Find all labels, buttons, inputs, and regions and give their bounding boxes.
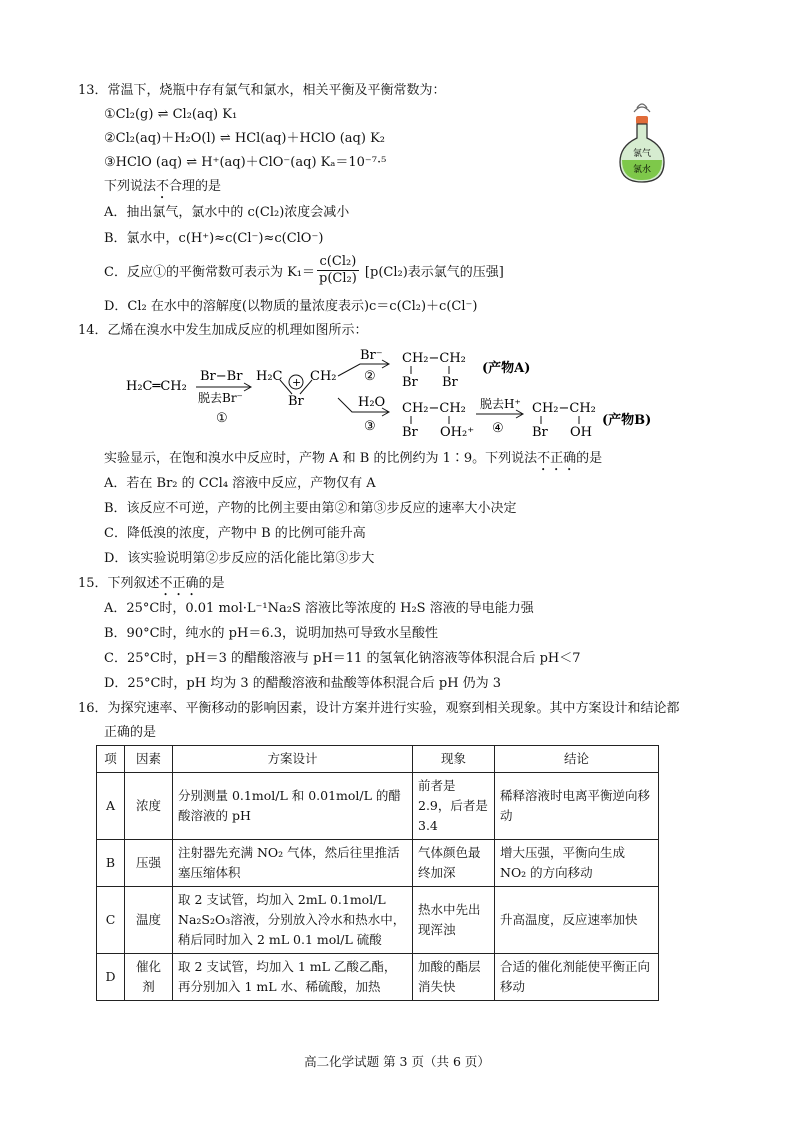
fraction: $\frac{\text{c(Cl₂)}}{\text{p(Cl₂)}}$: [319, 254, 357, 286]
reagent-br-minus: Br⁻: [360, 348, 383, 363]
svg-text:OH₂⁺: OH₂⁺: [440, 425, 475, 440]
cation-right: CH₂: [310, 369, 337, 384]
row-conclusion: 增大压强，平衡向生成 NO₂ 的方向移动: [495, 840, 659, 887]
q15-option-a: A．25°C时，0.01 mol·L⁻¹Na₂S 溶液比等浓度的 H₂S 溶液的导电能力强: [104, 601, 534, 616]
row-item: A: [97, 773, 125, 840]
flask-label-gas: 氯气: [632, 149, 652, 159]
row-phenomenon: 加酸的酯层消失快: [413, 954, 495, 1001]
product-b-chain: CH₂−CH₂: [532, 401, 596, 416]
q14-option-c: C．降低溴的浓度，产物中 B 的比例可能升高: [104, 526, 366, 541]
q16-stem-line1: 16．为探究速率、平衡移动的影响因素，设计方案并进行实验，观察到相关现象。其中方案设计和结论都: [78, 701, 680, 716]
header-item: 项: [97, 746, 125, 773]
q13-equation-1: ①Cl₂(g) ⇌ Cl₂(aq) K₁: [104, 107, 238, 122]
svg-text:Br: Br: [402, 425, 418, 440]
ethene: H₂C═CH₂: [126, 379, 187, 394]
intermediate-chain: CH₂−CH₂: [402, 401, 466, 416]
row-design: 取 2 支试管，均加入 1 mL 乙酸乙酯，再分别加入 1 mL 水、稀硫酸，加热: [173, 954, 413, 1001]
product-a-label: (产物A): [482, 361, 531, 376]
q13-option-a: A．抽出氯气，氯水中的 c(Cl₂)浓度会减小: [104, 205, 350, 220]
row-conclusion: 升高温度，反应速率加快: [495, 887, 659, 954]
flask-vapor-icon: [634, 107, 650, 112]
condition-4: 脱去H⁺: [480, 397, 521, 411]
svg-text:OH: OH: [570, 425, 592, 440]
row-factor: 催化剂: [125, 954, 173, 1001]
q15-option-c: C．25°C时，pH＝3 的醋酸溶液与 pH＝11 的氢氧化钠溶液等体积混合后 pH＜7: [104, 651, 581, 666]
bridging-br: Br: [288, 394, 304, 409]
table-row: [97, 840, 659, 887]
step-1: ①: [216, 411, 228, 426]
step-2: ②: [364, 369, 376, 384]
emphasis-mark: 不: [156, 179, 170, 194]
row-phenomenon: 前者是 2.9，后者是 3.4: [413, 773, 495, 840]
cation-left: H₂C: [256, 369, 283, 384]
reaction-mechanism-diagram: [120, 342, 690, 446]
product-a-chain: CH₂−CH₂: [402, 351, 466, 366]
q13-equation-3: ③HClO (aq) ⇌ H⁺(aq)＋ClO⁻(aq) Kₐ＝10⁻⁷·⁵: [104, 155, 387, 170]
row-design: 分别测量 0.1mol/L 和 0.01mol/L 的醋酸溶液的 pH: [173, 773, 413, 840]
table-row: [97, 773, 659, 840]
q13-option-c: C．反应①的平衡常数可表示为 K₁＝ $\frac{\text{c(Cl₂)}}{\text{p(Cl₂)}}$ [p(Cl₂)表示氯气的压强]: [104, 254, 504, 286]
condition-1: 脱去Br⁻: [198, 391, 243, 405]
row-phenomenon: 热水中先出现浑浊: [413, 887, 495, 954]
row-factor: 温度: [125, 887, 173, 954]
flask-stopper: [636, 116, 648, 124]
table-row: [97, 887, 659, 954]
row-item: C: [97, 887, 125, 954]
product-b-label: (产物B): [602, 413, 652, 428]
svg-text:Br: Br: [442, 375, 458, 390]
svg-text:Br: Br: [402, 375, 418, 390]
row-item: D: [97, 954, 125, 1001]
table-header-row: [97, 746, 659, 773]
header-factor: 因素: [125, 746, 173, 773]
q15-option-d: D．25°C时，pH 均为 3 的醋酸溶液和盐酸等体积混合后 pH 仍为 3: [104, 676, 502, 691]
flask-label-water: 氯水: [632, 165, 652, 175]
svg-text:+: +: [292, 376, 302, 389]
row-conclusion: 合适的催化剂能使平衡正向移动: [495, 954, 659, 1001]
step-4: ④: [492, 421, 504, 436]
reagent-water: H₂O: [358, 395, 386, 410]
q14-option-d: D．该实验说明第②步反应的活化能比第③步大: [104, 551, 375, 566]
row-design: 取 2 支试管，均加入 2mL 0.1mol/L Na₂S₂O₃溶液，分别放入冷水和热水中，稍后同时加入 2 mL 0.1 mol/L 硫酸: [173, 887, 413, 954]
svg-text:Br: Br: [532, 425, 548, 440]
page-footer: 高二化学试题 第 3 页（共 6 页）: [304, 1054, 490, 1069]
emphasis-mark: 不正确: [537, 451, 577, 466]
q15-stem: 15．下列叙述不正确的是: [78, 576, 225, 591]
emphasis-mark: 不正确: [159, 576, 199, 591]
q16-stem-line2: 正确的是: [104, 725, 157, 740]
q13-option-d: D．Cl₂ 在水中的溶解度(以物质的量浓度表示)c＝c(Cl₂)＋c(Cl⁻): [104, 299, 478, 314]
q15-option-b: B．90°C时，纯水的 pH＝6.3，说明加热可导致水呈酸性: [104, 626, 439, 641]
row-conclusion: 稀释溶液时电离平衡逆向移动: [495, 773, 659, 840]
q14-option-a: A．若在 Br₂ 的 CCl₄ 溶液中反应，产物仅有 A: [104, 476, 376, 491]
row-factor: 浓度: [125, 773, 173, 840]
header-phenomenon: 现象: [413, 746, 495, 773]
flask-illustration: [614, 94, 670, 188]
q13-option-b: B．氯水中，c(H⁺)≈c(Cl⁻)≈c(ClO⁻): [104, 231, 324, 246]
q14-option-b: B．该反应不可逆，产物的比例主要由第②和第③步反应的速率大小决定: [104, 501, 517, 516]
q14-stem: 14．乙烯在溴水中发生加成反应的机理如图所示：: [78, 323, 368, 338]
q13-stem: 13．常温下，烧瓶中存有氯气和氯水，相关平衡及平衡常数为：: [78, 83, 446, 98]
header-design: 方案设计: [173, 746, 413, 773]
row-design: 注射器先充满 NO₂ 气体，然后往里推活塞压缩体积: [173, 840, 413, 887]
row-factor: 压强: [125, 840, 173, 887]
step-3: ③: [364, 419, 376, 434]
row-item: B: [97, 840, 125, 887]
reagent-br2: Br−Br: [200, 369, 243, 384]
q13-ask: 下列说法不合理的是: [104, 179, 222, 194]
experiment-table: [96, 745, 659, 1001]
table-row: [97, 954, 659, 1001]
q14-note: 实验显示，在饱和溴水中反应时，产物 A 和 B 的比例约为 1∶9。下列说法不正确的是: [104, 451, 603, 466]
q13-equation-2: ②Cl₂(aq)＋H₂O(l) ⇌ HCl(aq)＋HClO (aq) K₂: [104, 131, 386, 146]
row-phenomenon: 气体颜色最终加深: [413, 840, 495, 887]
header-conclusion: 结论: [495, 746, 659, 773]
